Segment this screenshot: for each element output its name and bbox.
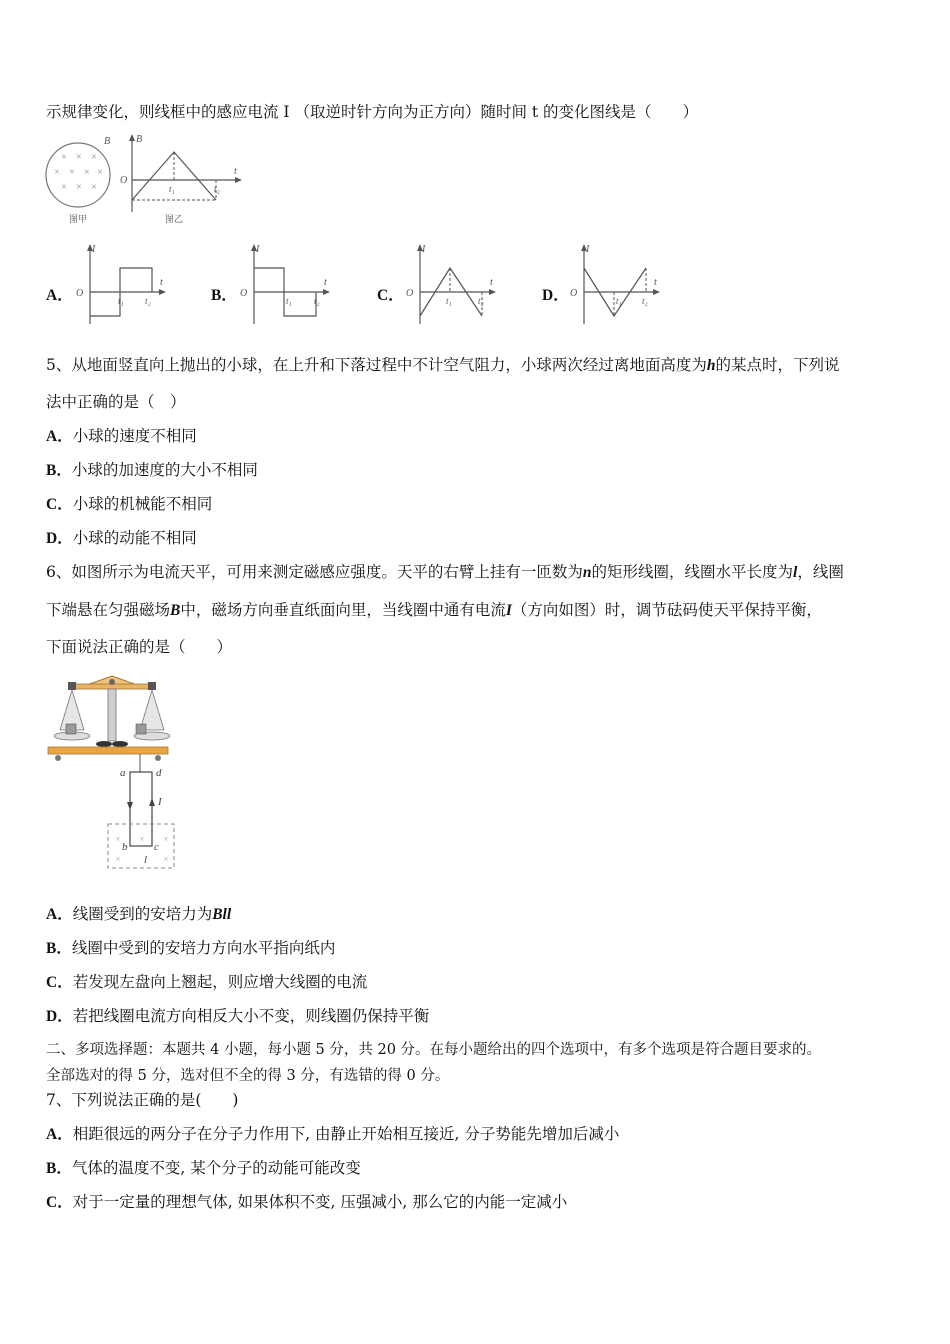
q6-option-c: C．若发现左盘向上翘起，则应增大线圈的电流 (46, 973, 368, 991)
svg-text:l: l (144, 854, 148, 866)
svg-text:t₁: t₁ (118, 296, 124, 306)
svg-text:×: × (115, 854, 121, 864)
svg-text:t₁: t₁ (446, 296, 452, 306)
svg-text:t: t (654, 277, 657, 288)
svg-text:t: t (324, 277, 327, 288)
svg-text:t₁: t₁ (286, 296, 292, 306)
q4-choice-d-label: D． (542, 287, 569, 304)
q4-graph-a (72, 240, 172, 328)
section2-line2: 全部选对的得 5 分，选对但不全的得 3 分，有选错的得 0 分。 (46, 1068, 450, 1084)
q4-graph-d (566, 240, 666, 328)
svg-text:I: I (422, 244, 426, 255)
svg-text:t₂: t₂ (478, 296, 484, 306)
fig-yi-t1: t₁ (169, 184, 175, 194)
svg-text:t₁: t₁ (616, 296, 622, 306)
svg-text:×: × (54, 167, 60, 178)
fig-yi-O: O (120, 175, 128, 186)
svg-text:I: I (256, 244, 260, 255)
svg-text:a: a (120, 767, 126, 779)
svg-text:×: × (163, 834, 169, 844)
fig-jia-B: B (104, 136, 111, 147)
svg-text:O: O (240, 288, 248, 299)
svg-text:d: d (156, 767, 162, 779)
svg-text:×: × (84, 167, 90, 178)
svg-text:×: × (61, 152, 67, 163)
q7-option-c: C．对于一定量的理想气体, 如果体积不变, 压强减小, 那么它的内能一定减小 (46, 1193, 568, 1211)
q4-choice-b-label: B． (211, 287, 237, 304)
q5-option-c: C．小球的机械能不相同 (46, 495, 213, 513)
svg-text:×: × (91, 182, 97, 193)
q5-option-d: D．小球的动能不相同 (46, 529, 197, 547)
svg-text:b: b (122, 841, 128, 853)
svg-text:t₂: t₂ (314, 296, 320, 306)
q6-option-b: B．线圈中受到的安培力方向水平指向纸内 (46, 939, 336, 957)
q6-stem-line3: 下面说法正确的是（ ） (46, 638, 233, 656)
fig-yi (118, 130, 253, 227)
svg-text:t: t (490, 277, 493, 288)
svg-text:c: c (154, 841, 159, 853)
fig-jia-caption: 图甲 (68, 214, 88, 224)
svg-text:×: × (115, 834, 121, 844)
fig-yi-caption: 图乙 (164, 214, 184, 224)
svg-text:I: I (158, 796, 162, 808)
svg-text:t: t (160, 277, 163, 288)
svg-text:×: × (91, 152, 97, 163)
q5-stem-line2: 法中正确的是（ ） (46, 393, 186, 411)
svg-text:×: × (163, 854, 169, 864)
q5-option-b: B．小球的加速度的大小不相同 (46, 461, 258, 479)
q4-choice-c-label: C． (377, 287, 404, 304)
fig-yi-t: t (234, 166, 237, 177)
svg-text:I: I (586, 244, 590, 255)
svg-text:×: × (61, 182, 67, 193)
q6-stem-line2: 下端悬在匀强磁场B中，磁场方向垂直纸面向里，当线圈中通有电流I（方向如图）时，调节砝码使天平保持平衡， (46, 601, 822, 619)
q6-option-d: D．若把线圈电流方向相反大小不变，则线圈仍保持平衡 (46, 1007, 430, 1025)
svg-text:×: × (76, 182, 82, 193)
q7-option-b: B．气体的温度不变, 某个分子的动能可能改变 (46, 1159, 361, 1177)
svg-text:×: × (97, 167, 103, 178)
svg-text:O: O (570, 288, 578, 299)
fig-yi-B: B (136, 134, 143, 145)
current-balance-figure (44, 672, 180, 872)
svg-text:×: × (76, 152, 82, 163)
svg-text:I: I (92, 244, 96, 255)
q6-option-a: A．线圈受到的安培力为Bll (46, 905, 232, 923)
q4-graph-c (402, 240, 502, 328)
svg-text:O: O (406, 288, 414, 299)
q5-stem-line1: 5、从地面竖直向上抛出的小球，在上升和下落过程中不计空气阻力，小球两次经过离地面高度为h的某点时，下列说 (46, 356, 840, 374)
section2-line1: 二、多项选择题：本题共 4 小题，每小题 5 分，共 20 分。在每小题给出的四个选项中，有多个选项是符合题目要求的。 (46, 1042, 822, 1058)
q5-option-a: A．小球的速度不相同 (46, 427, 197, 445)
fig-yi-t2: t₂ (214, 184, 220, 194)
q4-choice-a-label: A． (46, 287, 73, 304)
q4-graph-b (236, 240, 336, 328)
q7-option-a: A．相距很远的两分子在分子力作用下, 由静止开始相互接近, 分子势能先增加后减小 (46, 1125, 620, 1143)
svg-text:×: × (139, 834, 145, 844)
svg-text:t₂: t₂ (642, 296, 648, 306)
q6-stem-line1: 6、如图所示为电流天平，可用来测定磁感应强度。天平的右臂上挂有一匝数为n的矩形线圈，线圈水平长度为l，线圈 (46, 563, 844, 581)
svg-text:t₂: t₂ (145, 296, 151, 306)
svg-text:O: O (76, 288, 84, 299)
fig-jia (42, 132, 122, 227)
svg-text:×: × (69, 167, 75, 178)
q4-stem: 示规律变化，则线框中的感应电流 I （取逆时针方向为正方向）随时间 t 的变化图线是（ ） (46, 103, 699, 121)
q7-stem: 7、下列说法正确的是( ) (46, 1091, 239, 1109)
